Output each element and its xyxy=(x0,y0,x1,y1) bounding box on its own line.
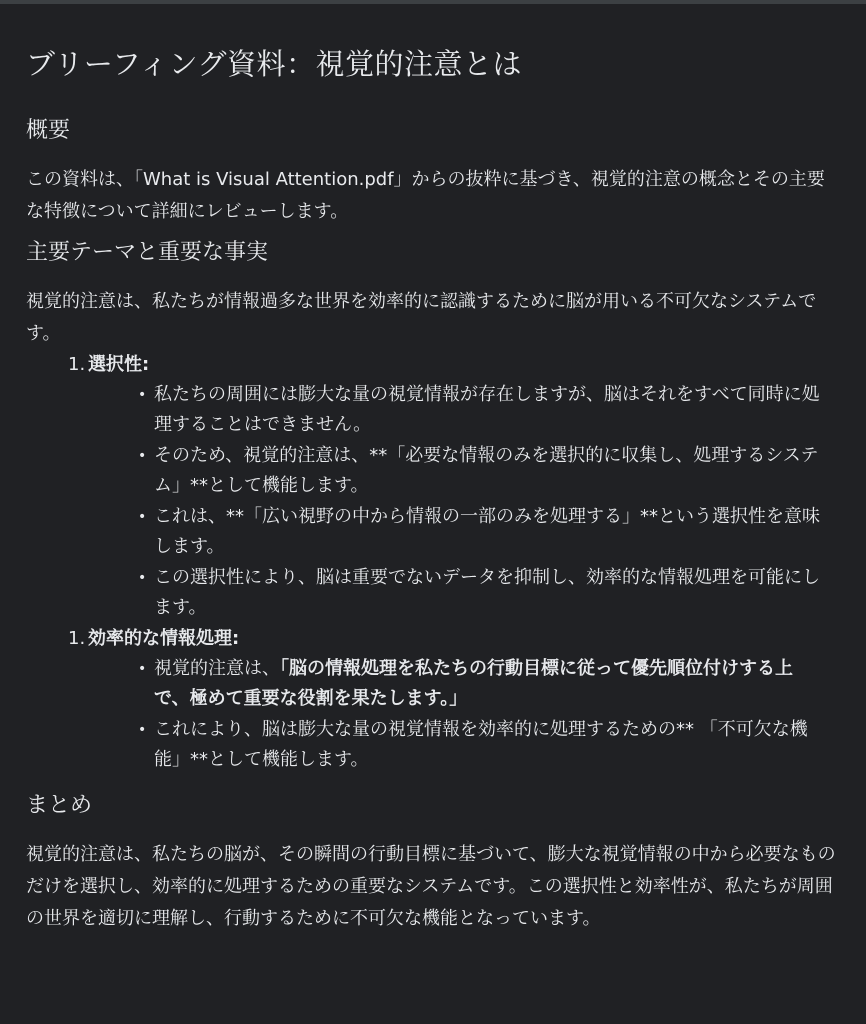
document-title: ブリーフィング資料：視覚的注意とは xyxy=(26,47,522,81)
bullet-icon: • xyxy=(138,661,147,677)
themes-intro: 視覚的注意は、私たちが情報過多な世界を効率的に認識するために脳が用いる不可欠なシステムです。 xyxy=(26,291,817,344)
list-item: • 視覚的注意は、「脳の情報処理を私たちの行動目標に従って優先順位付けする上で、極めて重要な役割を果たします。」 xyxy=(138,654,828,714)
selectivity-bullets xyxy=(138,380,828,623)
list-item: • これにより、脳は膨大な量の視覚情報を効率的に処理するための** 「不可欠な機能」**として機能します。 xyxy=(138,715,828,775)
list-item: • そのため、視覚的注意は、**「必要な情報のみを選択的に収集し、処理するシステム」**として機能します。 xyxy=(138,441,828,501)
bullet-icon: • xyxy=(138,448,147,464)
overview-heading: 概要 xyxy=(26,118,71,143)
theme-item-selectivity xyxy=(26,350,836,623)
theme-label: 選択性: xyxy=(88,354,150,375)
theme-label: 効率的な情報処理: xyxy=(88,628,240,649)
theme-number: 1. xyxy=(68,354,86,375)
summary-text: 視覚的注意は、私たちの脳が、その瞬間の行動目標に基づいて、膨大な視覚情報の中から必要なものだけを選択し、効率的に処理するための重要なシステムです。この選択性と効率性が、私たちが周囲の世界を適切に理解し、行動するために不可欠な機能となっています。 xyxy=(26,844,836,929)
top-divider xyxy=(0,0,866,4)
summary-heading: まとめ xyxy=(26,793,93,818)
theme-number: 1. xyxy=(68,628,86,649)
overview-text: この資料は、「What is Visual Attention.pdf」からの抜粋に基づき、視覚的注意の概念とその主要な特徴について詳細にレビューします。 xyxy=(26,169,825,222)
list-item: • これは、**「広い視野の中から情報の一部のみを処理する」**という選択性を意味します。 xyxy=(138,502,828,562)
bullet-icon: • xyxy=(138,722,147,738)
list-item: • この選択性により、脳は重要でないデータを抑制し、効率的な情報処理を可能にします。 xyxy=(138,563,828,623)
themes-heading: 主要テーマと重要な事実 xyxy=(26,240,269,265)
bullet-icon: • xyxy=(138,387,147,403)
list-item: • 私たちの周囲には膨大な量の視覚情報が存在しますが、脳はそれをすべて同時に処理することはできません。 xyxy=(138,380,828,440)
themes-list xyxy=(26,350,836,775)
theme-item-efficiency xyxy=(26,624,836,775)
briefing-document xyxy=(26,42,836,943)
emphasis-text: 「脳の情報処理を私たちの行動目標に従って優先順位付けする上で、極めて重要な役割を果たします。」 xyxy=(154,658,793,709)
bullet-icon: • xyxy=(138,509,147,525)
bullet-icon: • xyxy=(138,570,147,586)
efficiency-bullets xyxy=(138,654,828,775)
